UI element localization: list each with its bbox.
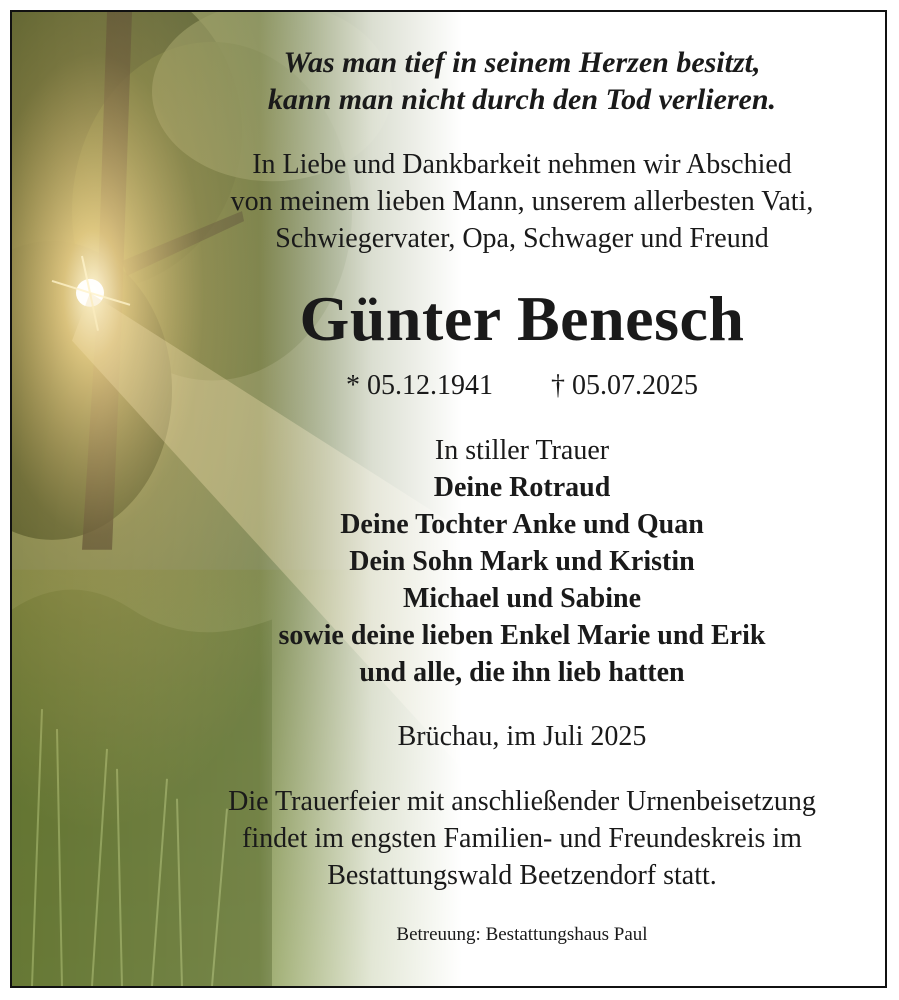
mourners-intro: In stiller Trauer	[434, 435, 610, 466]
ceremony-line-1: Die Trauerfeier mit anschließender Urnenbeisetzung	[228, 786, 816, 817]
intro-line-3: Schwiegervater, Opa, Schwager und Freund	[275, 223, 769, 254]
mourner-line: und alle, die ihn lieb hatten	[359, 657, 685, 688]
death-date: † 05.07.2025	[551, 370, 698, 401]
ceremony-line-2: findet im engsten Familien- und Freundeskreis im	[242, 823, 802, 854]
mourner-line: Michael und Sabine	[402, 583, 642, 614]
deceased-name: Günter Benesch	[299, 283, 745, 354]
mourner-line: Dein Sohn Mark und Kristin	[349, 546, 695, 577]
place-date: Brüchau, im Juli 2025	[397, 721, 647, 752]
life-dates	[92, 370, 887, 402]
intro-line-1: In Liebe und Dankbarkeit nehmen wir Abschied	[252, 149, 792, 180]
quote-line-2: kann man nicht durch den Tod verlieren.	[267, 83, 777, 116]
funeral-home-credit: Betreuung: Bestattungshaus Paul	[396, 924, 648, 945]
ceremony-line-3: Bestattungswald Beetzendorf statt.	[327, 860, 717, 891]
quote-line-1: Was man tief in seinem Herzen besitzt,	[283, 46, 761, 79]
obituary-notice	[10, 10, 887, 988]
mourner-line: sowie deine lieben Enkel Marie und Erik	[278, 620, 766, 651]
intro-line-2: von meinem lieben Mann, unserem allerbesten Vati,	[230, 186, 814, 217]
mourner-line: Deine Rotraud	[433, 472, 611, 503]
birth-date: * 05.12.1941	[346, 370, 493, 401]
mourner-line: Deine Tochter Anke und Quan	[340, 509, 704, 540]
